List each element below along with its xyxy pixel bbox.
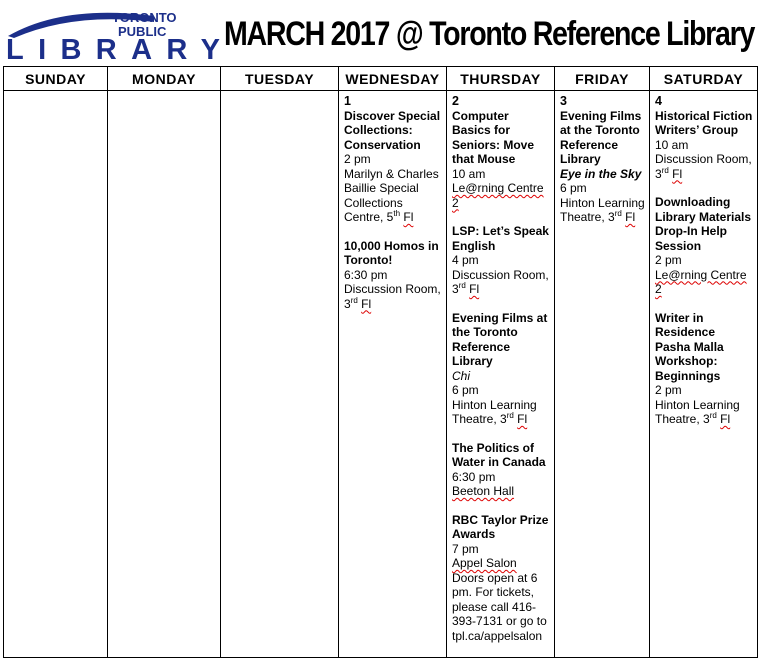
event-time: 10 am bbox=[452, 166, 486, 181]
event bbox=[655, 109, 753, 182]
event-title: RBC Taylor Prize Awards bbox=[452, 512, 549, 541]
event-title: LSP: Let’s Speak English bbox=[452, 224, 549, 253]
event-title-line2: Workshop: Beginnings bbox=[655, 354, 721, 383]
event-title: Discover Special Collections: Conservation bbox=[344, 108, 441, 152]
event bbox=[655, 195, 753, 297]
event bbox=[452, 109, 550, 211]
week-row bbox=[4, 91, 758, 658]
event-time: 2 pm bbox=[655, 253, 682, 267]
calendar-grid bbox=[3, 66, 758, 658]
event-location: Hinton Learning Theatre, 3rd Fl bbox=[560, 195, 645, 224]
event-location: Hinton Learning Theatre, 3rd Fl bbox=[452, 397, 537, 426]
event-note: Doors open at 6 pm. For tickets, please call 416-393-7131 or go to tpl.ca/appelsalon bbox=[452, 570, 547, 643]
event-time: 2 pm bbox=[655, 383, 682, 397]
day-cell-thu-2 bbox=[447, 91, 555, 658]
event-time: 4 pm bbox=[452, 253, 479, 267]
event-location: Beeton Hall bbox=[452, 484, 515, 498]
event-title: Downloading Library Materials Drop-In Help Session bbox=[655, 195, 752, 253]
day-header-saturday: SATURDAY bbox=[650, 67, 758, 91]
event-location: Le@rning Centre 2 bbox=[452, 181, 544, 210]
day-header-thursday: THURSDAY bbox=[447, 67, 555, 91]
event-time: 2 pm bbox=[344, 152, 371, 166]
event-title: Computer Basics for Seniors: Move that Mouse bbox=[452, 108, 535, 166]
logo-library-text: LIBRARY bbox=[6, 34, 222, 62]
date-number: 2 bbox=[452, 94, 459, 108]
event-time: 10 am bbox=[655, 137, 689, 152]
film-title: Chi bbox=[452, 368, 471, 383]
event-location: Discussion Room, 3rd Fl bbox=[344, 282, 441, 311]
day-header-row bbox=[4, 67, 758, 91]
day-cell-wed-1 bbox=[339, 91, 447, 658]
event bbox=[452, 513, 550, 644]
day-cell-sunday-empty bbox=[4, 91, 108, 658]
event-location: Appel Salon bbox=[452, 556, 517, 570]
event-location: Discussion Room, 3rd Fl bbox=[655, 152, 752, 181]
event-title: Evening Films at the Toronto Reference Library bbox=[452, 310, 548, 368]
event-time: 7 pm bbox=[452, 541, 479, 556]
toronto-public-library-logo bbox=[4, 6, 226, 62]
event bbox=[344, 109, 442, 225]
event-title: Writer in Residence Pasha Malla bbox=[655, 310, 724, 354]
logo-toronto-text: TORONTO bbox=[112, 10, 177, 25]
event-time: 6:30 pm bbox=[344, 267, 388, 282]
date-number: 3 bbox=[560, 94, 567, 108]
event bbox=[344, 239, 442, 312]
calendar-title: MARCH 2017 @ Toronto Reference Library bbox=[224, 15, 755, 53]
day-header-sunday: SUNDAY bbox=[4, 67, 108, 91]
day-header-tuesday: TUESDAY bbox=[221, 67, 339, 91]
event-location: Le@rning Centre 2 bbox=[655, 267, 747, 296]
event bbox=[452, 311, 550, 427]
day-cell-fri-3 bbox=[555, 91, 650, 658]
event-title: The Politics of Water in Canada bbox=[452, 440, 546, 469]
event bbox=[452, 441, 550, 499]
day-cell-sat-4 bbox=[650, 91, 758, 658]
day-cell-monday-empty bbox=[108, 91, 221, 658]
event bbox=[560, 109, 645, 225]
event-time: 6 pm bbox=[452, 383, 479, 397]
event-time: 6 pm bbox=[560, 181, 587, 195]
day-cell-tuesday-empty bbox=[221, 91, 339, 658]
date-number: 4 bbox=[655, 94, 662, 108]
logo-public-text: PUBLIC bbox=[118, 24, 167, 39]
event-location: Marilyn & Charles Baillie Special Collections Centre, 5th Fl bbox=[344, 166, 439, 224]
event-location: Discussion Room, 3rd Fl bbox=[452, 267, 549, 296]
event-location: Hinton Learning Theatre, 3rd Fl bbox=[655, 397, 740, 426]
date-number: 1 bbox=[344, 94, 351, 108]
event-title: Historical Fiction Writers’ Group bbox=[655, 108, 753, 137]
day-header-wednesday: WEDNESDAY bbox=[339, 67, 447, 91]
event-title: 10,000 Homos in Toronto! bbox=[344, 238, 439, 267]
film-title: Eye in the Sky bbox=[560, 166, 642, 181]
event bbox=[452, 224, 550, 297]
day-header-monday: MONDAY bbox=[108, 67, 221, 91]
event bbox=[655, 311, 753, 427]
day-header-friday: FRIDAY bbox=[555, 67, 650, 91]
event-time: 6:30 pm bbox=[452, 469, 496, 484]
event-title: Evening Films at the Toronto Reference Library bbox=[560, 108, 642, 166]
